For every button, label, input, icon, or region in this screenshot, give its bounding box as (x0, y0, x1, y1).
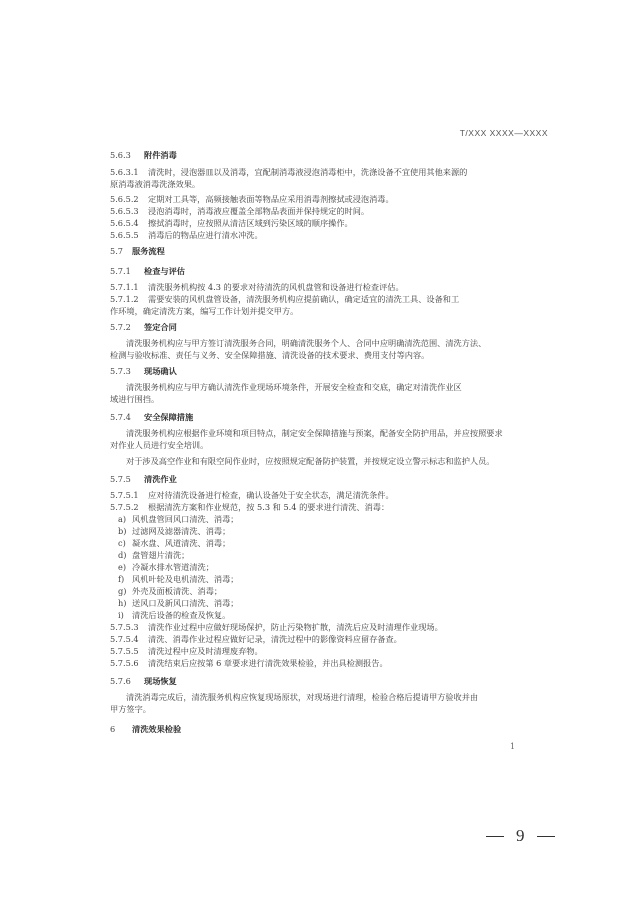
line-text: 附件消毒 (144, 150, 177, 160)
clause-number: 5.7.5.1 (110, 490, 139, 500)
line-text: 根据清洗方案和作业规范，按 5.3 和 5.4 的要求进行清洗、消毒： (148, 502, 390, 512)
clause-number: 5.7.5.5 (110, 646, 139, 656)
clause-number: 5.6.3.1 (110, 167, 139, 177)
text-line (110, 440, 530, 452)
page-number: 9 (516, 826, 525, 845)
line-text: 外壳及面板清洗、消毒； (132, 586, 223, 596)
clause-number: 5.7.5.6 (110, 658, 139, 668)
line-text: 清洗、消毒作业过程应做好记录，清洗过程中的影像资料应留存备查。 (148, 634, 402, 644)
line-text: 清洗结束后应按第 6 章要求进行清洗效果检验，并出具检测报告。 (148, 658, 388, 668)
text-line (110, 306, 530, 318)
text-line (110, 167, 530, 179)
clause-number: 5.7.5.3 (110, 622, 139, 632)
text-line (110, 179, 530, 191)
line-text: 凝水盘、风道清洗、消毒； (132, 538, 231, 548)
list-item (110, 550, 530, 562)
section-heading (110, 474, 530, 486)
line-text: 清洗服务机构应与甲方确认清洗作业现场环境条件，开展安全检查和交底，确定对清洗作业区 (126, 382, 462, 392)
list-marker: c) (118, 538, 126, 548)
clause-number: 5.6.5.5 (110, 230, 139, 240)
list-item (110, 574, 530, 586)
line-text: 过滤网及滤器清洗、消毒； (132, 526, 231, 536)
list-item (110, 586, 530, 598)
line-text: 现场确认 (144, 366, 177, 376)
clause-number: 5.7.5 (110, 474, 131, 484)
line-text: 检测与验收标准、责任与义务、安全保障措施、清洗设备的技术要求、费用支付等内容。 (110, 350, 430, 360)
line-text: 域进行围挡。 (110, 394, 160, 404)
list-marker: b) (118, 526, 127, 536)
list-item (110, 598, 530, 610)
line-text: 作环境，确定清洗方案，编写工作计划并提交甲方。 (110, 306, 299, 316)
line-text: 擦拭消毒时，应按照从清洁区域到污染区域的顺序操作。 (148, 218, 353, 228)
line-text: 清洗服务机构应与甲方签订清洗服务合同，明确清洗服务个人、合同中应明确清洗范围、清洗方法、 (126, 338, 487, 348)
text-line (110, 692, 530, 704)
line-text: 清洗效果检验 (132, 724, 182, 734)
text-line (110, 490, 530, 502)
text-line (110, 634, 530, 646)
standard-code: T/XXX XXXX—XXXX (459, 128, 548, 138)
clause-number: 5.7 (110, 246, 124, 256)
text-line (110, 282, 530, 294)
clause-number: 5.7.5.2 (110, 502, 139, 512)
section-heading (110, 724, 530, 736)
left-dash (486, 836, 504, 837)
right-dash (537, 836, 555, 837)
line-text: 冷凝水排水管道清洗； (132, 562, 214, 572)
list-item (110, 610, 530, 622)
clause-number: 5.7.1.2 (110, 294, 139, 304)
text-line (110, 350, 530, 362)
section-heading (110, 150, 530, 162)
section-heading (110, 266, 530, 278)
list-item (110, 514, 530, 526)
text-line (110, 382, 530, 394)
clause-number: 5.6.3 (110, 150, 131, 160)
line-text: 现场恢复 (144, 676, 177, 686)
page-number-footer (486, 826, 555, 846)
line-text: 风机盘管回风口清洗、消毒； (132, 514, 239, 524)
text-line (110, 394, 530, 406)
clause-number: 5.7.1 (110, 266, 131, 276)
section-heading (110, 412, 530, 424)
clause-number: 5.7.6 (110, 676, 131, 686)
list-marker: f) (118, 574, 125, 584)
text-line (110, 194, 530, 206)
list-item (110, 526, 530, 538)
text-line (110, 658, 530, 670)
line-text: 清洗消毒完成后，清洗服务机构应恢复现场原状，对现场进行清理，检验合格后提请甲方验收并由 (126, 692, 479, 702)
list-marker: e) (118, 562, 127, 572)
line-text: 甲方签字。 (110, 704, 151, 714)
line-text: 消毒后的物品应进行清水冲洗。 (148, 230, 263, 240)
line-text: 清洗过程中应及时清理废弃物。 (148, 646, 263, 656)
section-heading (110, 246, 530, 258)
line-text: 浸泡消毒时，消毒液应覆盖全部物品表面并保持规定的时间。 (148, 206, 370, 216)
clause-number: 5.6.5.4 (110, 218, 139, 228)
text-line (110, 704, 530, 716)
clause-number: 5.6.5.2 (110, 194, 139, 204)
clause-number: 5.7.1.1 (110, 282, 139, 292)
section-heading (110, 366, 530, 378)
line-text: 签定合同 (144, 322, 177, 332)
line-text: 对作业人员进行安全培训。 (110, 440, 209, 450)
clause-number: 6 (110, 724, 116, 734)
list-marker: h) (118, 598, 127, 608)
section-heading (110, 676, 530, 688)
text-line (110, 294, 530, 306)
line-text: 原消毒液消毒洗涤效果。 (110, 179, 201, 189)
text-line (110, 230, 530, 242)
line-text: 定期对工具等，高频接触表面等物品应采用消毒剂擦拭或浸泡消毒。 (148, 194, 394, 204)
clause-number: 5.7.2 (110, 322, 131, 332)
list-item (110, 538, 530, 550)
line-text: 清洗时，浸泡器皿以及消毒，宜配制消毒液浸泡消毒柜中，洗涤设备不宜使用其他来源的 (148, 167, 468, 177)
clause-number: 5.7.5.4 (110, 634, 139, 644)
line-text: 清洗作业 (144, 474, 177, 484)
list-item (110, 562, 530, 574)
list-marker: a) (118, 514, 127, 524)
line-text: 应对待清洗设备进行检查，确认设备处于安全状态，满足清洗条件。 (148, 490, 394, 500)
clause-number: 5.7.3 (110, 366, 131, 376)
line-text: 清洗服务机构按 4.3 的要求对待清洗的风机盘管和设备进行检查评估。 (148, 282, 404, 292)
text-line (110, 646, 530, 658)
line-text: 清洗作业过程中应做好现场保护，防止污染物扩散，清洗后应及时清理作业现场。 (148, 622, 443, 632)
text-line (110, 502, 530, 514)
text-line (110, 456, 530, 468)
text-line (110, 206, 530, 218)
line-text: 盘管翅片清洗； (132, 550, 190, 560)
line-text: 清洗后设备的检查及恢复。 (132, 610, 231, 620)
line-text: 安全保障措施 (144, 412, 194, 422)
line-text: 清洗服务机构应根据作业环境和项目特点，制定安全保障措施与预案，配备安全防护用品，并应按照要求 (126, 428, 503, 438)
list-marker: d) (118, 550, 127, 560)
line-text: 送风口及新风口清洗、消毒； (132, 598, 239, 608)
line-text: 服务流程 (132, 246, 165, 256)
stray-mark: 1 (510, 742, 516, 751)
section-heading (110, 322, 530, 334)
clause-number: 5.6.5.3 (110, 206, 139, 216)
text-line (110, 218, 530, 230)
line-text: 对于涉及高空作业和有限空间作业时，应按照规定配备防护装置，并按规定设立警示标志和监护人员。 (126, 456, 495, 466)
list-marker: g) (118, 586, 127, 596)
clause-number: 5.7.4 (110, 412, 131, 422)
text-line (110, 338, 530, 350)
text-line (110, 622, 530, 634)
line-text: 风机叶轮及电机清洗、消毒； (132, 574, 239, 584)
line-text: 需要安装的风机盘管设备，清洗服务机构应提前确认，确定适宜的清洗工具、设备和工 (148, 294, 460, 304)
list-marker: i) (118, 610, 124, 620)
line-text: 检查与评估 (144, 266, 185, 276)
text-line (110, 428, 530, 440)
